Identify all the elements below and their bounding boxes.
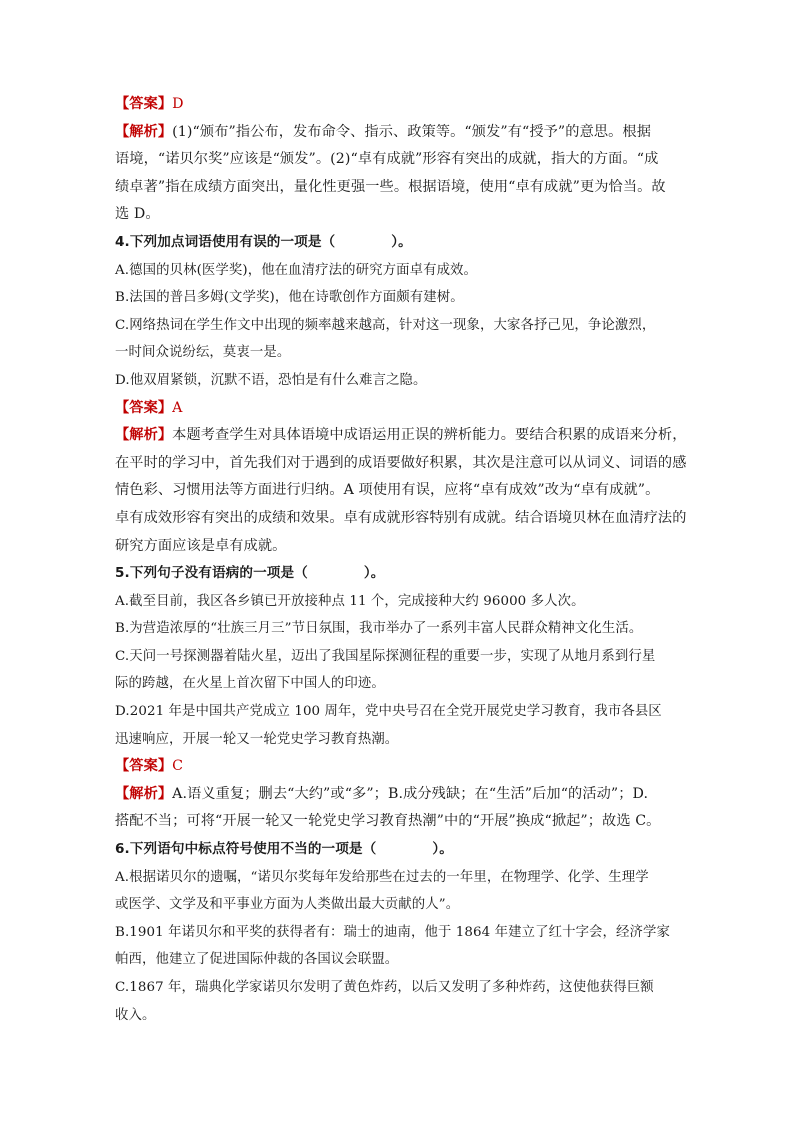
answer-label: 【答案】 <box>115 96 173 112</box>
analysis-line <box>115 533 687 561</box>
analysis-line <box>115 119 687 147</box>
option-line: D.2021 年是中国共产党成立 100 周年，党中央号召在全党开展党史学习教育，我市各县区 <box>115 704 662 720</box>
option-line: 际的跨越，在火星上首次留下中国人的印迹。 <box>115 676 385 692</box>
analysis-line <box>115 781 687 809</box>
analysis-label: 【解析】 <box>115 785 173 802</box>
answer-line <box>115 91 687 119</box>
analysis-text: 搭配不当；可将“开展一轮又一轮党史学习教育热潮”中的“开展”换成“掀起”；故选 C。 <box>115 813 661 830</box>
question-end: ）。 <box>363 565 385 582</box>
analysis-line <box>115 201 687 229</box>
analysis-text: 情色彩、习惯用法等方面进行归纳。A 项使用有误，应将“卓有成效”改为“卓有成就”。 <box>115 482 660 499</box>
analysis-text: 本题考查学生对具体语境中成语运用正误的辨析能力。要结合积累的成语来分析， <box>172 427 687 444</box>
answer-value: C <box>172 758 184 775</box>
question-text: 4.下列加点词语使用有误的一项是（ <box>115 233 336 250</box>
question-stem <box>115 560 687 588</box>
answer-value: D <box>172 96 184 112</box>
answer-label: 【答案】 <box>115 758 173 775</box>
document-page <box>115 91 687 1029</box>
option-line: C.网络热词在学生作文中出现的频率越来越高，针对这一现象，大家各抒己见，争论激烈， <box>115 317 656 333</box>
option-line: D.他双眉紧锁，沉默不语，恐怕是有什么难言之隐。 <box>115 372 427 388</box>
analysis-label: 【解析】 <box>115 123 173 140</box>
analysis-line <box>115 422 687 450</box>
answer-value: A <box>172 399 183 416</box>
option-line: 或医学、文学及和平事业方面为人类做出最大贡献的人”。 <box>115 897 460 913</box>
option-line: 迅速响应，开展一轮又一轮党史学习教育热潮。 <box>115 731 399 747</box>
analysis-line <box>115 450 687 478</box>
option-line: 一时间众说纷纭，莫衷一是。 <box>115 345 291 361</box>
option-line: B.1901 年诺贝尔和平奖的获得者有：瑞士的迪南，他于 1864 年建立了红十字会，经济学家 <box>115 924 671 940</box>
answer-line <box>115 753 687 781</box>
option-line: 收入。 <box>115 1007 156 1023</box>
analysis-text: 卓有成效形容有突出的成绩和效果。卓有成就形容特别有成就。结合语境贝林在血清疗法的 <box>115 509 687 526</box>
option-line: A.根据诺贝尔的遗嘱，“诺贝尔奖每年发给那些在过去的一年里，在物理学、化学、生理学 <box>115 869 649 885</box>
option-line: 帕西，他建立了促进国际仲裁的各国议会联盟。 <box>115 952 399 968</box>
option-line: A.截至目前，我区各乡镇已开放接种点 11 个，完成接种大约 96000 多人次。 <box>115 593 585 609</box>
analysis-text: (1)“颁布”指公布，发布命令、指示、政策等。“颁发”有“授予”的意思。根据 <box>172 123 652 140</box>
question-text: 5.下列句子没有语病的一项是（ <box>115 565 308 582</box>
analysis-text: 在平时的学习中，首先我们对于遇到的成语要做好积累，其次是注意可以从词义、词语的感 <box>115 454 687 471</box>
answer-line <box>115 395 687 423</box>
analysis-text: 选 D。 <box>115 206 160 223</box>
analysis-line <box>115 505 687 533</box>
option-line: B.法国的普吕多姆(文学奖)，他在诗歌创作方面颇有建树。 <box>115 290 464 306</box>
question-stem <box>115 229 687 257</box>
option-line: C.1867 年，瑞典化学家诺贝尔发明了黄色炸药，以后又发明了多种炸药，这使他获得巨额 <box>115 980 654 995</box>
analysis-line <box>115 146 687 174</box>
analysis-line <box>115 174 687 202</box>
analysis-text: 绩卓著”指在成绩方面突出，量化性更强一些。根据语境，使用“卓有成就”更为恰当。故 <box>115 178 666 195</box>
answer-label: 【答案】 <box>115 399 173 416</box>
analysis-label: 【解析】 <box>115 427 173 444</box>
question-end: ）。 <box>432 841 453 858</box>
question-stem <box>115 836 687 864</box>
option-line: A.德国的贝林(医学奖)，他在血清疗法的研究方面卓有成效。 <box>115 262 478 278</box>
question-end: ）。 <box>391 233 412 250</box>
analysis-text: A.语义重复；删去“大约”或“多”；B.成分残缺；在“生活”后加“的活动”；D. <box>172 785 649 802</box>
analysis-line <box>115 477 687 505</box>
option-line: B.为营造浓厚的“壮族三月三”节日氛围，我市举办了一系列丰富人民群众精神文化生活。 <box>115 621 643 637</box>
analysis-text: 研究方面应该是卓有成就。 <box>115 537 287 554</box>
analysis-text: 语境，“诺贝尔奖”应该是“颁发”。(2)“卓有成就”形容有突出的成就，指大的方面。“成 <box>115 151 659 168</box>
question-text: 6.下列语句中标点符号使用不当的一项是（ <box>115 841 377 858</box>
option-line: C.天问一号探测器着陆火星，迈出了我国星际探测征程的重要一步，实现了从地月系到行星 <box>115 648 656 664</box>
analysis-line <box>115 808 687 836</box>
